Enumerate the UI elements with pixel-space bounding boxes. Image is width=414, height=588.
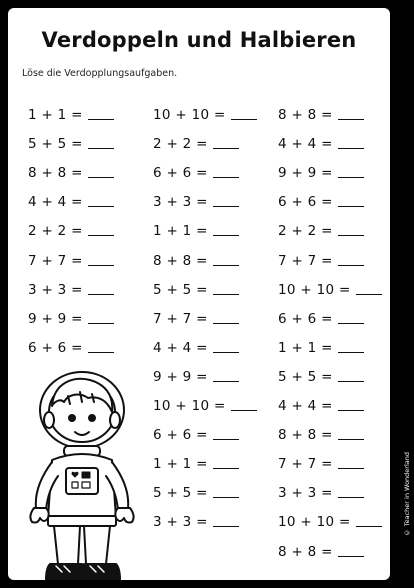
- equation-row: [28, 181, 146, 210]
- worksheet-sheet: [8, 8, 390, 580]
- answer-blank[interactable]: [338, 351, 364, 353]
- answer-blank[interactable]: [356, 525, 382, 527]
- answer-blank[interactable]: [231, 409, 257, 411]
- equation-text: 5 + 5 =: [278, 368, 333, 385]
- answer-blank[interactable]: [213, 147, 239, 149]
- equation-text: 3 + 3 =: [153, 514, 208, 531]
- equation-row: [278, 152, 390, 181]
- equation-text: 6 + 6 =: [28, 339, 83, 356]
- equation-row: [278, 210, 390, 239]
- equation-row: [278, 327, 390, 356]
- answer-blank[interactable]: [338, 496, 364, 498]
- equation-row: [28, 269, 146, 298]
- equation-row: [153, 123, 271, 152]
- equation-text: 7 + 7 =: [278, 456, 333, 473]
- answer-blank[interactable]: [356, 293, 382, 295]
- equation-text: 8 + 8 =: [28, 165, 83, 182]
- equation-text: 6 + 6 =: [153, 165, 208, 182]
- equation-text: 9 + 9 =: [153, 368, 208, 385]
- equation-row: [278, 530, 390, 559]
- answer-blank[interactable]: [213, 176, 239, 178]
- answer-blank[interactable]: [213, 205, 239, 207]
- answer-blank[interactable]: [213, 351, 239, 353]
- equation-text: 1 + 1 =: [153, 456, 208, 473]
- equation-row: [28, 239, 146, 268]
- equation-row: [278, 356, 390, 385]
- equation-text: 3 + 3 =: [153, 194, 208, 211]
- answer-blank[interactable]: [338, 438, 364, 440]
- problem-column-1: [28, 94, 146, 356]
- answer-blank[interactable]: [231, 118, 257, 120]
- equation-text: 6 + 6 =: [278, 310, 333, 327]
- answer-blank[interactable]: [338, 176, 364, 178]
- answer-blank[interactable]: [338, 467, 364, 469]
- equation-text: 8 + 8 =: [153, 252, 208, 269]
- copyright-credit: © Teacher in Wonderland: [403, 452, 411, 537]
- answer-blank[interactable]: [88, 293, 114, 295]
- equation-text: 7 + 7 =: [278, 252, 333, 269]
- equation-row: [278, 239, 390, 268]
- equation-row: [153, 327, 271, 356]
- equation-row: [28, 152, 146, 181]
- equation-text: 2 + 2 =: [28, 223, 83, 240]
- equation-text: 7 + 7 =: [28, 252, 83, 269]
- equation-text: 3 + 3 =: [278, 485, 333, 502]
- equation-row: [278, 472, 390, 501]
- equation-text: 4 + 4 =: [28, 194, 83, 211]
- equation-text: 6 + 6 =: [278, 194, 333, 211]
- equation-row: [28, 298, 146, 327]
- answer-blank[interactable]: [88, 205, 114, 207]
- equation-text: 8 + 8 =: [278, 543, 333, 560]
- equation-text: 10 + 10 =: [153, 398, 226, 415]
- answer-blank[interactable]: [213, 438, 239, 440]
- equation-row: [153, 152, 271, 181]
- equation-text: 10 + 10 =: [278, 514, 351, 531]
- answer-blank[interactable]: [88, 234, 114, 236]
- equation-row: [278, 181, 390, 210]
- answer-blank[interactable]: [213, 380, 239, 382]
- equation-row: [153, 356, 271, 385]
- page-title: Verdoppeln und Halbieren: [41, 28, 357, 52]
- equation-row: [153, 239, 271, 268]
- answer-blank[interactable]: [88, 147, 114, 149]
- answer-blank[interactable]: [338, 380, 364, 382]
- answer-blank[interactable]: [213, 322, 239, 324]
- equation-text: 8 + 8 =: [278, 107, 333, 124]
- answer-blank[interactable]: [338, 118, 364, 120]
- equation-text: 1 + 1 =: [28, 107, 83, 124]
- equation-row: [28, 327, 146, 356]
- instruction-text: Löse die Verdopplungsaufgaben.: [22, 68, 178, 79]
- equation-row: [153, 414, 271, 443]
- answer-blank[interactable]: [88, 351, 114, 353]
- equation-text: 7 + 7 =: [153, 310, 208, 327]
- astronaut-child-illustration: [24, 368, 139, 580]
- answer-blank[interactable]: [338, 234, 364, 236]
- equation-text: 5 + 5 =: [28, 136, 83, 153]
- equation-row: [153, 443, 271, 472]
- answer-blank[interactable]: [338, 409, 364, 411]
- equation-text: 9 + 9 =: [28, 310, 83, 327]
- equation-row: [278, 269, 390, 298]
- equation-row: [278, 414, 390, 443]
- equation-text: 8 + 8 =: [278, 427, 333, 444]
- equation-row: [278, 123, 390, 152]
- equation-row: [278, 385, 390, 414]
- answer-blank[interactable]: [338, 205, 364, 207]
- answer-blank[interactable]: [213, 234, 239, 236]
- equation-text: 10 + 10 =: [153, 107, 226, 124]
- equation-row: [28, 210, 146, 239]
- equation-row: [28, 123, 146, 152]
- equation-row: [278, 298, 390, 327]
- equation-text: 1 + 1 =: [153, 223, 208, 240]
- answer-blank[interactable]: [88, 176, 114, 178]
- problem-column-2: [153, 94, 271, 530]
- equation-row: [153, 472, 271, 501]
- answer-blank[interactable]: [213, 496, 239, 498]
- equation-text: 4 + 4 =: [153, 339, 208, 356]
- equation-row: [153, 298, 271, 327]
- equation-row: [153, 501, 271, 530]
- equation-text: 4 + 4 =: [278, 136, 333, 153]
- answer-blank[interactable]: [213, 293, 239, 295]
- equation-row: [153, 385, 271, 414]
- equation-text: 6 + 6 =: [153, 427, 208, 444]
- equation-row: [278, 501, 390, 530]
- equation-text: 5 + 5 =: [153, 281, 208, 298]
- answer-blank[interactable]: [88, 264, 114, 266]
- equation-row: [153, 181, 271, 210]
- answer-blank[interactable]: [338, 147, 364, 149]
- answer-blank[interactable]: [213, 467, 239, 469]
- equation-text: 1 + 1 =: [278, 339, 333, 356]
- answer-blank[interactable]: [338, 264, 364, 266]
- answer-blank[interactable]: [338, 322, 364, 324]
- answer-blank[interactable]: [213, 264, 239, 266]
- answer-blank[interactable]: [88, 322, 114, 324]
- equation-row: [278, 443, 390, 472]
- equation-text: 5 + 5 =: [153, 485, 208, 502]
- problem-column-3: [278, 94, 390, 560]
- equation-row: [28, 94, 146, 123]
- answer-blank[interactable]: [88, 118, 114, 120]
- equation-row: [153, 94, 271, 123]
- answer-blank[interactable]: [213, 525, 239, 527]
- equation-row: [278, 94, 390, 123]
- equation-text: 4 + 4 =: [278, 398, 333, 415]
- equation-text: 3 + 3 =: [28, 281, 83, 298]
- equation-text: 9 + 9 =: [278, 165, 333, 182]
- equation-row: [153, 269, 271, 298]
- equation-text: 2 + 2 =: [153, 136, 208, 153]
- equation-row: [153, 210, 271, 239]
- answer-blank[interactable]: [338, 555, 364, 557]
- equation-text: 10 + 10 =: [278, 281, 351, 298]
- equation-text: 2 + 2 =: [278, 223, 333, 240]
